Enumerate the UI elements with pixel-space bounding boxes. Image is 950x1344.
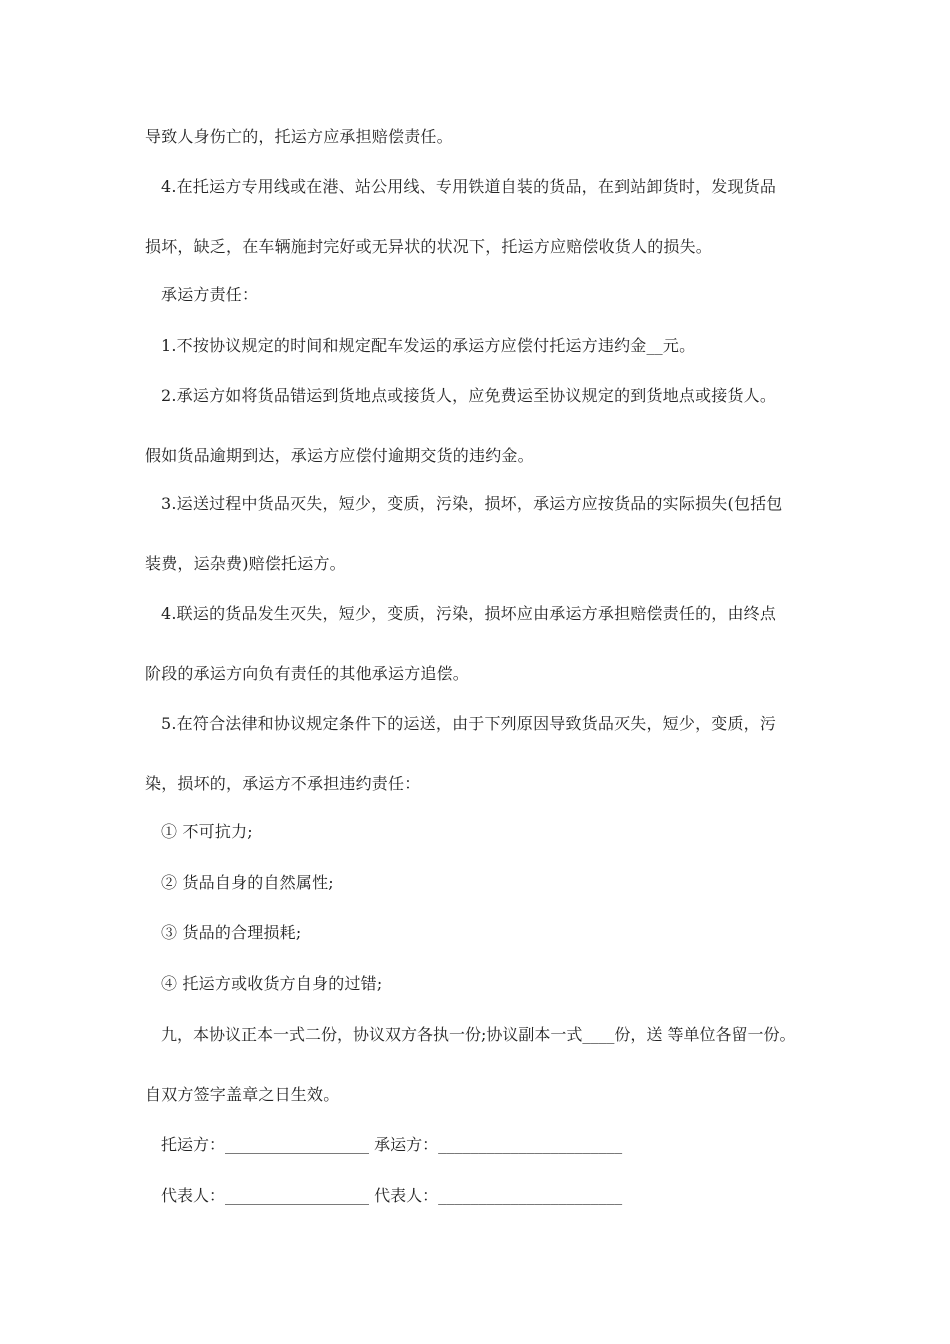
section-heading: 承运方责任： [161,285,259,304]
text-line: 4.联运的货品发生灭失，短少，变质，污染，损坏应由承运方承担赔偿责任的，由终点 [161,604,777,623]
text-line: 损坏，缺乏，在车辆施封完好或无异状的状况下，托运方应赔偿收货人的损失。 [145,237,713,256]
text-line: 阶段的承运方向负有责任的其他承运方追偿。 [145,664,470,683]
text-line: 装费，运杂费)赔偿托运方。 [145,554,346,573]
signature-line-representative: 代表人：__________________ 代表人：_______________________ [161,1186,623,1205]
text-line: 自双方签字盖章之日生效。 [145,1085,340,1104]
text-line: 2.承运方如将货品错运到货地点或接货人，应免费运至协议规定的到货地点或接货人。 [161,386,777,405]
list-item: ② 货品自身的自然属性; [161,873,334,892]
list-item: ④ 托运方或收货方自身的过错; [161,974,383,993]
text-line: 导致人身伤亡的，托运方应承担赔偿责任。 [145,127,453,146]
list-item: ① 不可抗力; [161,822,253,841]
text-line: 染，损坏的，承运方不承担违约责任： [145,774,421,793]
signature-line-shipper: 托运方：__________________ 承运方：_______________________ [161,1135,623,1154]
text-line: 1.不按协议规定的时间和规定配车发运的承运方应偿付托运方违约金__元。 [161,336,696,355]
text-line: 3.运送过程中货品灭失，短少，变质，污染，损坏，承运方应按货品的实际损失(包括包 [161,494,783,513]
text-line: 九，本协议正本一式二份，协议双方各执一份;协议副本一式____份，送 等单位各留一份。 [161,1025,796,1044]
list-item: ③ 货品的合理损耗; [161,923,302,942]
text-line: 5.在符合法律和协议规定条件下的运送，由于下列原因导致货品灭失，短少，变质，污 [161,714,777,733]
text-line: 假如货品逾期到达，承运方应偿付逾期交货的违约金。 [145,446,534,465]
text-line: 4.在托运方专用线或在港、站公用线、专用铁道自装的货品，在到站卸货时，发现货品 [161,177,777,196]
